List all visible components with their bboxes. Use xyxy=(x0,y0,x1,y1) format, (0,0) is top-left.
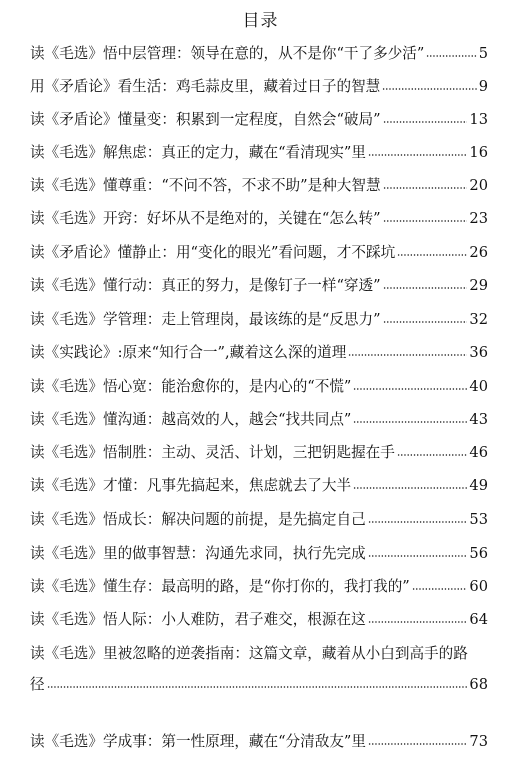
dot-leader xyxy=(348,354,467,356)
toc-entry-page: 13 xyxy=(469,111,488,128)
toc-entry[interactable] xyxy=(30,644,488,695)
toc-entry-title: 读《毛选》悟心宽：能治愈你的，是内心的“不慌” xyxy=(30,378,352,395)
dot-leader xyxy=(368,521,468,523)
dot-leader xyxy=(412,588,468,590)
toc-entry-title: 读《毛选》懂沟通：越高效的人，越会“找共同点” xyxy=(30,411,352,428)
toc-entry-title: 读《毛选》解焦虑：真正的定力，藏在“看清现实”里 xyxy=(30,144,366,161)
toc-entry-title: 读《毛选》里被忽略的逆袭指南：这篇文章，藏着从小白到高手的路 xyxy=(30,645,468,662)
toc-entry[interactable] xyxy=(30,610,488,630)
toc-entry-page: 60 xyxy=(469,578,488,595)
toc-entry-page: 26 xyxy=(469,244,488,261)
toc-entry[interactable] xyxy=(30,544,488,564)
toc-entry[interactable] xyxy=(30,577,488,597)
dot-leader xyxy=(353,388,467,390)
dot-leader xyxy=(47,686,468,688)
toc-entry-title: 读《矛盾论》懂静止：用“变化的眼光”看问题，才不踩坑 xyxy=(30,244,396,261)
toc-entry-page: 16 xyxy=(469,144,488,161)
dot-leader xyxy=(353,421,467,423)
toc-entry-page: 56 xyxy=(469,545,488,562)
dot-leader xyxy=(368,621,468,623)
toc-entry-title: 读《毛选》悟成长：解决问题的前提，是先搞定自己 xyxy=(30,511,366,528)
toc-entry-page: 40 xyxy=(469,378,488,395)
toc-entry-page: 43 xyxy=(469,411,488,428)
page-title: 目录 xyxy=(242,11,279,31)
toc-entry[interactable] xyxy=(30,176,488,196)
dot-leader xyxy=(383,287,468,289)
dot-leader xyxy=(368,743,467,745)
dot-leader xyxy=(383,220,468,222)
toc-entry-title: 读《毛选》里的做事智慧：沟通先求同，执行先完成 xyxy=(30,545,366,562)
toc-entry-page: 32 xyxy=(469,311,488,328)
toc-entry-page: 46 xyxy=(469,444,488,461)
toc-entry-title-continued: 径 xyxy=(30,676,45,693)
toc-entry-title: 读《毛选》学管理：走上管理岗，最该练的是“反思力” xyxy=(30,311,381,328)
toc-entry-page: 53 xyxy=(469,511,488,528)
toc-entry-page: 36 xyxy=(469,344,488,361)
toc-entry-page: 23 xyxy=(469,210,488,227)
toc-entry-title: 读《毛选》开窍：好坏从不是绝对的，关键在“怎么转” xyxy=(30,210,381,227)
dot-leader xyxy=(383,321,468,323)
toc-entry[interactable] xyxy=(30,732,488,752)
toc-entry-title: 用《矛盾论》看生活：鸡毛蒜皮里，藏着过日子的智慧 xyxy=(30,78,381,95)
toc-entry[interactable] xyxy=(30,410,488,430)
toc-entry[interactable] xyxy=(30,343,488,363)
toc-entry-title: 读《毛选》才懂：凡事先搞起来，焦虑就去了大半 xyxy=(30,477,352,494)
toc-entry[interactable] xyxy=(30,110,488,130)
dot-leader xyxy=(382,88,476,90)
toc-entry-line2 xyxy=(30,675,488,695)
toc-entry[interactable] xyxy=(30,209,488,229)
toc-entry[interactable] xyxy=(30,143,488,163)
toc-entry[interactable] xyxy=(30,377,488,397)
dot-leader xyxy=(383,187,468,189)
dot-leader xyxy=(383,121,468,123)
toc-entry-page: 64 xyxy=(469,611,488,628)
toc-entry-page: 29 xyxy=(469,277,488,294)
toc-entry[interactable] xyxy=(30,510,488,530)
toc-entry-title: 读《矛盾论》懂量变：积累到一定程度，自然会“破局” xyxy=(30,111,381,128)
toc-entry-page: 73 xyxy=(469,733,488,750)
toc-entry-title: 读《毛选》悟人际：小人难防，君子难交，根源在这 xyxy=(30,611,366,628)
toc-entry-page: 49 xyxy=(469,477,488,494)
toc-entry[interactable] xyxy=(30,310,488,330)
dot-leader xyxy=(397,454,468,456)
toc-entry-title: 读《毛选》悟制胜：主动、灵活、计划，三把钥匙握在手 xyxy=(30,444,395,461)
dot-leader xyxy=(353,487,467,489)
toc-entry-page: 68 xyxy=(469,676,488,693)
dot-leader xyxy=(368,555,468,557)
toc-entry[interactable] xyxy=(30,77,488,97)
toc-entry[interactable] xyxy=(30,243,488,263)
toc-entry-title: 读《毛选》懂生存：最高明的路，是“你打你的，我打我的” xyxy=(30,578,410,595)
toc-entry[interactable] xyxy=(30,44,488,64)
dot-leader xyxy=(368,154,467,156)
toc-entry-page: 9 xyxy=(478,78,488,95)
toc-entry-title: 读《毛选》悟中层管理：领导在意的，从不是你“干了多少活” xyxy=(30,45,425,62)
toc-entry-title: 读《毛选》懂尊重：“不问不答，不求不助”是种大智慧 xyxy=(30,177,381,194)
toc-entry[interactable] xyxy=(30,476,488,496)
toc-entry[interactable] xyxy=(30,276,488,296)
toc-entry-page: 20 xyxy=(469,177,488,194)
toc-entry-title: 读《毛选》学成事：第一性原理，藏在“分清敌友”里 xyxy=(30,733,366,750)
toc-entry-title: 读《毛选》懂行动：真正的努力，是像钉子一样“穿透” xyxy=(30,277,381,294)
dot-leader xyxy=(426,55,476,57)
toc-entry-title: 读《实践论》:原来“知行合一”,藏着这么深的道理 xyxy=(30,344,347,361)
dot-leader xyxy=(397,254,467,256)
toc-entry-page: 5 xyxy=(478,45,488,62)
toc-entry[interactable] xyxy=(30,443,488,463)
